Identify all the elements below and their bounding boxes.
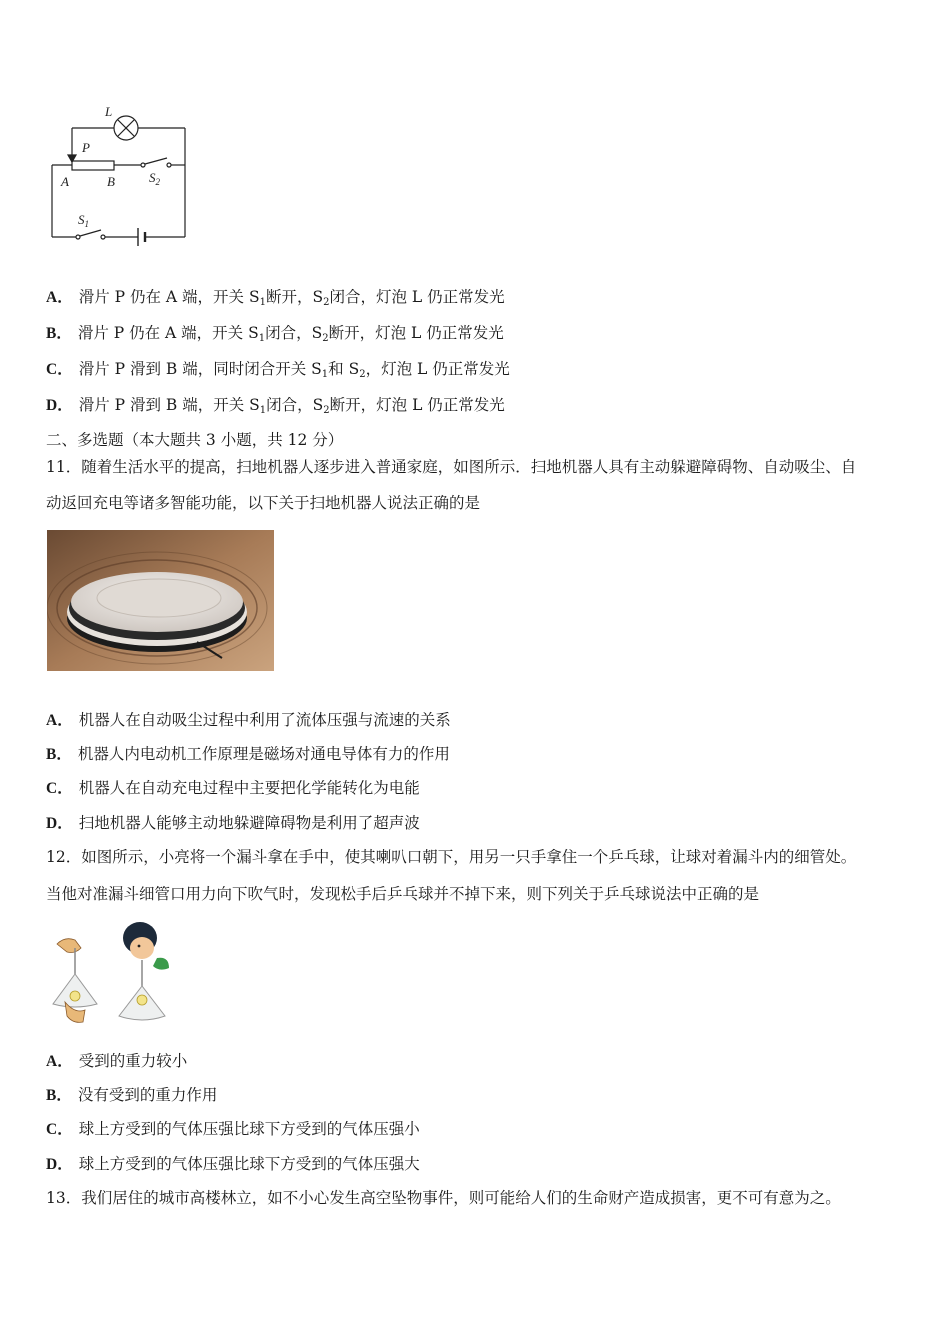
q12-option-d: D． 球上方受到的气体压强比球下方受到的气体压强大 (46, 1155, 420, 1173)
q11-option-c: C． 机器人在自动充电过程中主要把化学能转化为电能 (46, 779, 420, 797)
q11-option-d: D． 扫地机器人能够主动地躲避障碍物是利用了超声波 (46, 814, 420, 832)
section-heading: 二、多选题（本大题共 3 小题，共 12 分） (46, 431, 344, 449)
label-P: P (82, 140, 90, 155)
label-B: B (107, 174, 115, 189)
circuit-diagram (46, 100, 196, 250)
funnel-experiment-image (45, 914, 181, 1028)
robot-vacuum-image (47, 530, 274, 671)
q10-option-a: A． 滑片 P 仍在 A 端，开关 $S_1$断开，$S_2$闭合，灯泡 L 仍正常发光 (46, 288, 505, 308)
q13-stem-line1: 13．我们居住的城市高楼林立，如不小心发生高空坠物事件，则可能给人们的生命财产造成损害，更不可有意为之。 (46, 1189, 841, 1207)
q12-option-a: A． 受到的重力较小 (46, 1052, 188, 1070)
q10-option-d: D． 滑片 P 滑到 B 端，开关 $S_1$闭合，$S_2$断开，灯泡 L 仍正常发光 (46, 396, 505, 416)
label-A: A (61, 174, 69, 189)
q11-stem-line2: 动返回充电等诸多智能功能，以下关于扫地机器人说法正确的是 (46, 494, 481, 512)
q10-option-b: B． 滑片 P 仍在 A 端，开关 $S_1$闭合，$S_2$断开，灯泡 L 仍正常发光 (46, 324, 504, 344)
label-S1: $S_1$ (78, 212, 89, 229)
label-L: L (105, 104, 113, 119)
q11-stem-line1: 11．随着生活水平的提高，扫地机器人逐步进入普通家庭，如图所示．扫地机器人具有主动躲避障碍物、自动吸尘、自 (46, 458, 857, 476)
q12-option-c: C． 球上方受到的气体压强比球下方受到的气体压强小 (46, 1120, 420, 1138)
q12-option-b: B． 没有受到的重力作用 (46, 1086, 218, 1104)
q12-stem-line1: 12．如图所示，小亮将一个漏斗拿在手中，使其喇叭口朝下，用另一只手拿住一个乒乓球，让球对着漏斗内的细管处。 (46, 848, 857, 866)
q11-option-a: A． 机器人在自动吸尘过程中利用了流体压强与流速的关系 (46, 711, 451, 729)
q11-option-b: B． 机器人内电动机工作原理是磁场对通电导体有力的作用 (46, 745, 450, 763)
label-S2: $S_2$ (149, 170, 160, 187)
q12-stem-line2: 当他对准漏斗细管口用力向下吹气时，发现松手后乒乓球并不掉下来，则下列关于乒乓球说法中正确的是 (46, 885, 760, 903)
q10-option-c: C． 滑片 P 滑到 B 端，同时闭合开关 $S_1$和 $S_2$，灯泡 L 仍正常发光 (46, 360, 510, 380)
rheostat-symbol (72, 161, 114, 170)
